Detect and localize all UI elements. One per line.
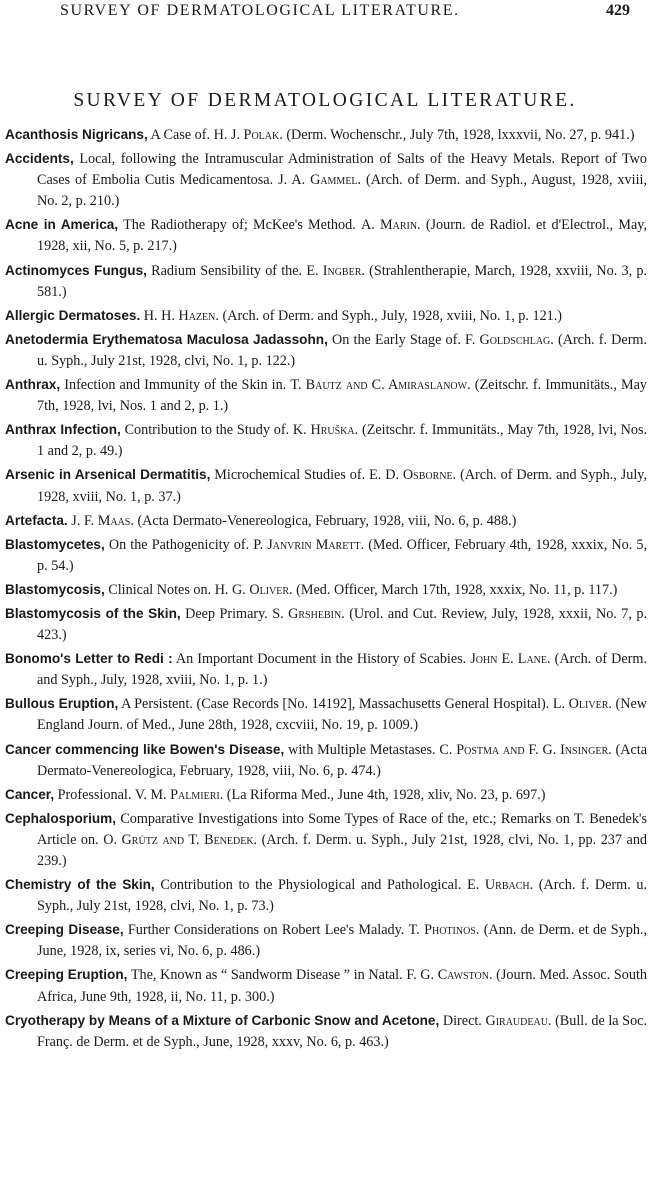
entry-author: John E. Lane.	[470, 651, 551, 668]
entry-author: A. Marin.	[360, 217, 421, 234]
entry-title: Professional.	[57, 786, 135, 803]
entry-title: A Case of.	[150, 127, 214, 143]
entry-heading: Blastomycosis,	[5, 581, 105, 597]
page-number: 429	[606, 2, 630, 19]
entry-title: Deep Primary.	[185, 605, 273, 622]
entry-citation: (Arch. f. Derm. u. Syph., July 21st, 1928, clvi, No. 1, p. 122.)	[37, 331, 648, 369]
entry-author: L. Oliver.	[552, 696, 612, 713]
entry-citation: (Arch. of Derm. and Syph., July, 1928, xviii, No. 1, p. 37.)	[37, 467, 647, 505]
entry-heading: Cancer commencing like Bowen's Disease,	[5, 741, 285, 757]
entry-heading: Cephalosporium,	[5, 810, 117, 826]
entry-author: E. Urbach.	[467, 877, 534, 894]
entry-citation: (New England Journ. of Med., June 28th, 1928, cxcviii, No. 19, p. 1009.)	[37, 696, 648, 734]
bibliography-entry	[5, 374, 647, 417]
entry-title: Infection and Immunity of the Skin in.	[64, 377, 291, 394]
entry-citation: (Journ. Med. Assoc. South Africa, June 9th, 1928, ii, No. 11, p. 300.)	[37, 967, 648, 1005]
bibliography-entry	[5, 510, 647, 532]
entry-title: Microchemical Studies of.	[214, 467, 370, 484]
entry-heading: Blastomycetes,	[5, 536, 105, 552]
entry-author: T. Bautz and C. Amiraslanow.	[290, 377, 471, 394]
entry-author: H. J. Polak.	[213, 127, 283, 143]
entry-title: with Multiple Metastases.	[288, 741, 440, 758]
entry-title: Clinical Notes on.	[108, 581, 215, 598]
bibliography-entry	[5, 648, 647, 691]
entry-heading: Creeping Disease,	[5, 922, 124, 938]
entry-author: H. G. Oliver.	[214, 581, 293, 598]
entry-citation: (Zeitschr. f. Immunitäts., May 7th, 1928, lvi, Nos. 1 and 2, p. 49.)	[37, 422, 648, 460]
entry-author: H. H. Hazen.	[143, 307, 219, 324]
bibliography-entry	[5, 808, 647, 872]
bibliography-entry	[5, 464, 647, 507]
entry-heading: Actinomyces Fungus,	[5, 262, 147, 278]
entry-title: Contribution to the Study of.	[124, 422, 293, 439]
entry-title: A Persistent. (Case Records [No. 14192], Massachusetts General Hospital).	[121, 696, 553, 713]
entry-citation: (Arch. of Derm. and Syph., July, 1928, xviii, No. 1, p. 1.)	[37, 651, 647, 689]
bibliography-entry	[5, 1010, 647, 1053]
bibliography-entry	[5, 693, 647, 736]
entry-heading: Blastomycosis of the Skin,	[5, 605, 181, 621]
entry-title: The, Known as “ Sandworm Disease ” in Natal.	[130, 967, 407, 984]
entry-citation: (Bull. de la Soc. Franç. de Derm. et de Syph., June, 1928, xxxv, No. 6, p. 463.)	[37, 1012, 648, 1050]
bibliography-entry	[5, 148, 647, 212]
entry-citation: (Urol. and Cut. Review, July, 1928, xxxii, No. 7, p. 423.)	[37, 605, 648, 644]
entry-heading: Allergic Dermatoses.	[5, 307, 141, 323]
entry-title: Direct.	[442, 1012, 486, 1029]
bibliography-entry	[5, 874, 647, 917]
entry-heading: Anthrax Infection,	[5, 422, 121, 438]
bibliography-entry	[5, 260, 647, 303]
entry-author: P. Janvrin Marett.	[253, 536, 365, 553]
entry-author: S. Grshebin.	[272, 605, 345, 622]
bibliography-entry	[5, 603, 647, 646]
bibliography-entry	[5, 964, 647, 1007]
bibliography-entry	[5, 739, 647, 782]
bibliography-entry	[5, 534, 647, 577]
entry-author: C. Postma and F. G. Insinger.	[439, 741, 612, 758]
entry-citation: (Arch. of Derm. and Syph., July, 1928, xviii, No. 1, p. 121.)	[222, 307, 563, 324]
entry-citation: (La Riforma Med., June 4th, 1928, xliv, No. 23, p. 697.)	[226, 786, 546, 803]
entry-author: J. A. Gammel.	[278, 172, 362, 189]
entry-heading: Arsenic in Arsenical Dermatitis,	[5, 467, 211, 483]
entry-heading: Bullous Eruption,	[5, 696, 119, 712]
entry-citation: (Arch. of Derm. and Syph., August, 1928, xviii, No. 2, p. 210.)	[37, 172, 647, 210]
bibliography-entry	[5, 214, 647, 257]
running-head	[0, 2, 650, 24]
bibliography-entry	[5, 305, 647, 327]
entry-author: F. G. Cawston.	[406, 967, 493, 984]
entry-citation: (Journ. de Radiol. et d'Electrol., May, 1928, xii, No. 5, p. 217.)	[37, 217, 647, 255]
bibliography-entry	[5, 784, 647, 806]
entry-citation: (Zeitschr. f. Immunitäts., May 7th, 1928, lvi, Nos. 1 and 2, p. 1.)	[37, 377, 648, 415]
entry-title: On the Pathogenicity of.	[108, 536, 254, 553]
bibliography-entry	[5, 919, 647, 962]
entry-author: E. D. Osborne.	[369, 467, 457, 484]
section-title: SURVEY OF DERMATOLOGICAL LITERATURE.	[73, 90, 577, 111]
entry-author: F. Goldschlag.	[465, 331, 554, 348]
entry-author: V. M. Palmieri.	[134, 786, 224, 803]
entry-author: O. Grütz and T. Benedek.	[103, 831, 258, 848]
entry-heading: Anetodermia Erythematosa Maculosa Jadassohn,	[5, 331, 328, 347]
entry-title: An Important Document in the History of Scabies.	[175, 651, 471, 668]
entry-author: T. Photinos.	[408, 922, 480, 939]
entry-title: Comparative Investigations into Some Types of Race of the, etc.; Remarks on T. Benedek's Article on.	[37, 810, 647, 848]
entry-heading: Cryotherapy by Means of a Mixture of Carbonic Snow and Acetone,	[5, 1012, 440, 1028]
entry-citation: (Arch. f. Derm. u. Syph., July 21st, 1928, clvi, No. 1, p. 73.)	[37, 877, 647, 915]
bibliography-entry	[5, 419, 647, 462]
entry-heading: Anthrax,	[5, 377, 61, 393]
entry-citation: (Acta Dermato-Venereologica, February, 1928, viii, No. 6, p. 474.)	[37, 741, 648, 779]
entry-citation: (Arch. f. Derm. u. Syph., July 21st, 1928, clvi, No. 1, pp. 237 and 239.)	[37, 831, 648, 869]
running-title: SURVEY OF DERMATOLOGICAL LITERATURE.	[60, 2, 460, 19]
entry-citation: (Strahlentherapie, March, 1928, xxviii, No. 3, p. 581.)	[37, 262, 647, 300]
entry-title: Radium Sensibility of the.	[151, 262, 307, 279]
entry-author: K. Hruška.	[292, 422, 359, 439]
entry-heading: Chemistry of the Skin,	[5, 877, 155, 893]
entry-citation: (Ann. de Derm. et de Syph., June, 1928, ix, series vi, No. 6, p. 486.)	[37, 922, 648, 960]
entry-citation: (Med. Officer, March 17th, 1928, xxxix, No. 11, p. 117.)	[296, 581, 618, 598]
bibliography-entry	[5, 329, 647, 372]
entry-heading: Cancer,	[5, 786, 55, 802]
entry-title: Local, following the Intramuscular Administration of Salts of the Heavy Metals. Report of Two Cases of Embolia Cutis Medicamentosa.	[37, 151, 647, 189]
entry-heading: Acanthosis Nigricans,	[5, 127, 148, 142]
entry-heading: Creeping Eruption,	[5, 967, 128, 983]
entry-heading: Artefacta.	[5, 512, 68, 528]
entry-title: Further Considerations on Robert Lee's Malady.	[127, 922, 409, 939]
entry-title: The Radiotherapy of; McKee's Method.	[123, 217, 361, 234]
bibliography-entry	[5, 124, 647, 146]
entry-citation: (Acta Dermato-Venereologica, February, 1928, viii, No. 6, p. 488.)	[137, 512, 517, 529]
entry-heading: Acne in America,	[5, 217, 119, 233]
entry-heading: Bonomo's Letter to Redi :	[5, 651, 173, 667]
entry-citation: (Med. Officer, February 4th, 1928, xxxix, No. 5, p. 54.)	[37, 536, 647, 574]
entry-author: E. Ingber.	[306, 262, 365, 279]
entry-heading: Accidents,	[5, 151, 74, 167]
bibliography-entry	[5, 579, 647, 601]
entry-title: On the Early Stage of.	[332, 331, 466, 348]
entry-citation: (Derm. Wochenschr., July 7th, 1928, lxxxvii, No. 27, p. 941.)	[286, 127, 635, 143]
entry-author: Giraudeau.	[485, 1012, 552, 1029]
entry-title: Contribution to the Physiological and Pathological.	[160, 877, 468, 894]
bibliography-list	[5, 124, 647, 1055]
entry-author: J. F. Maas.	[71, 512, 134, 529]
